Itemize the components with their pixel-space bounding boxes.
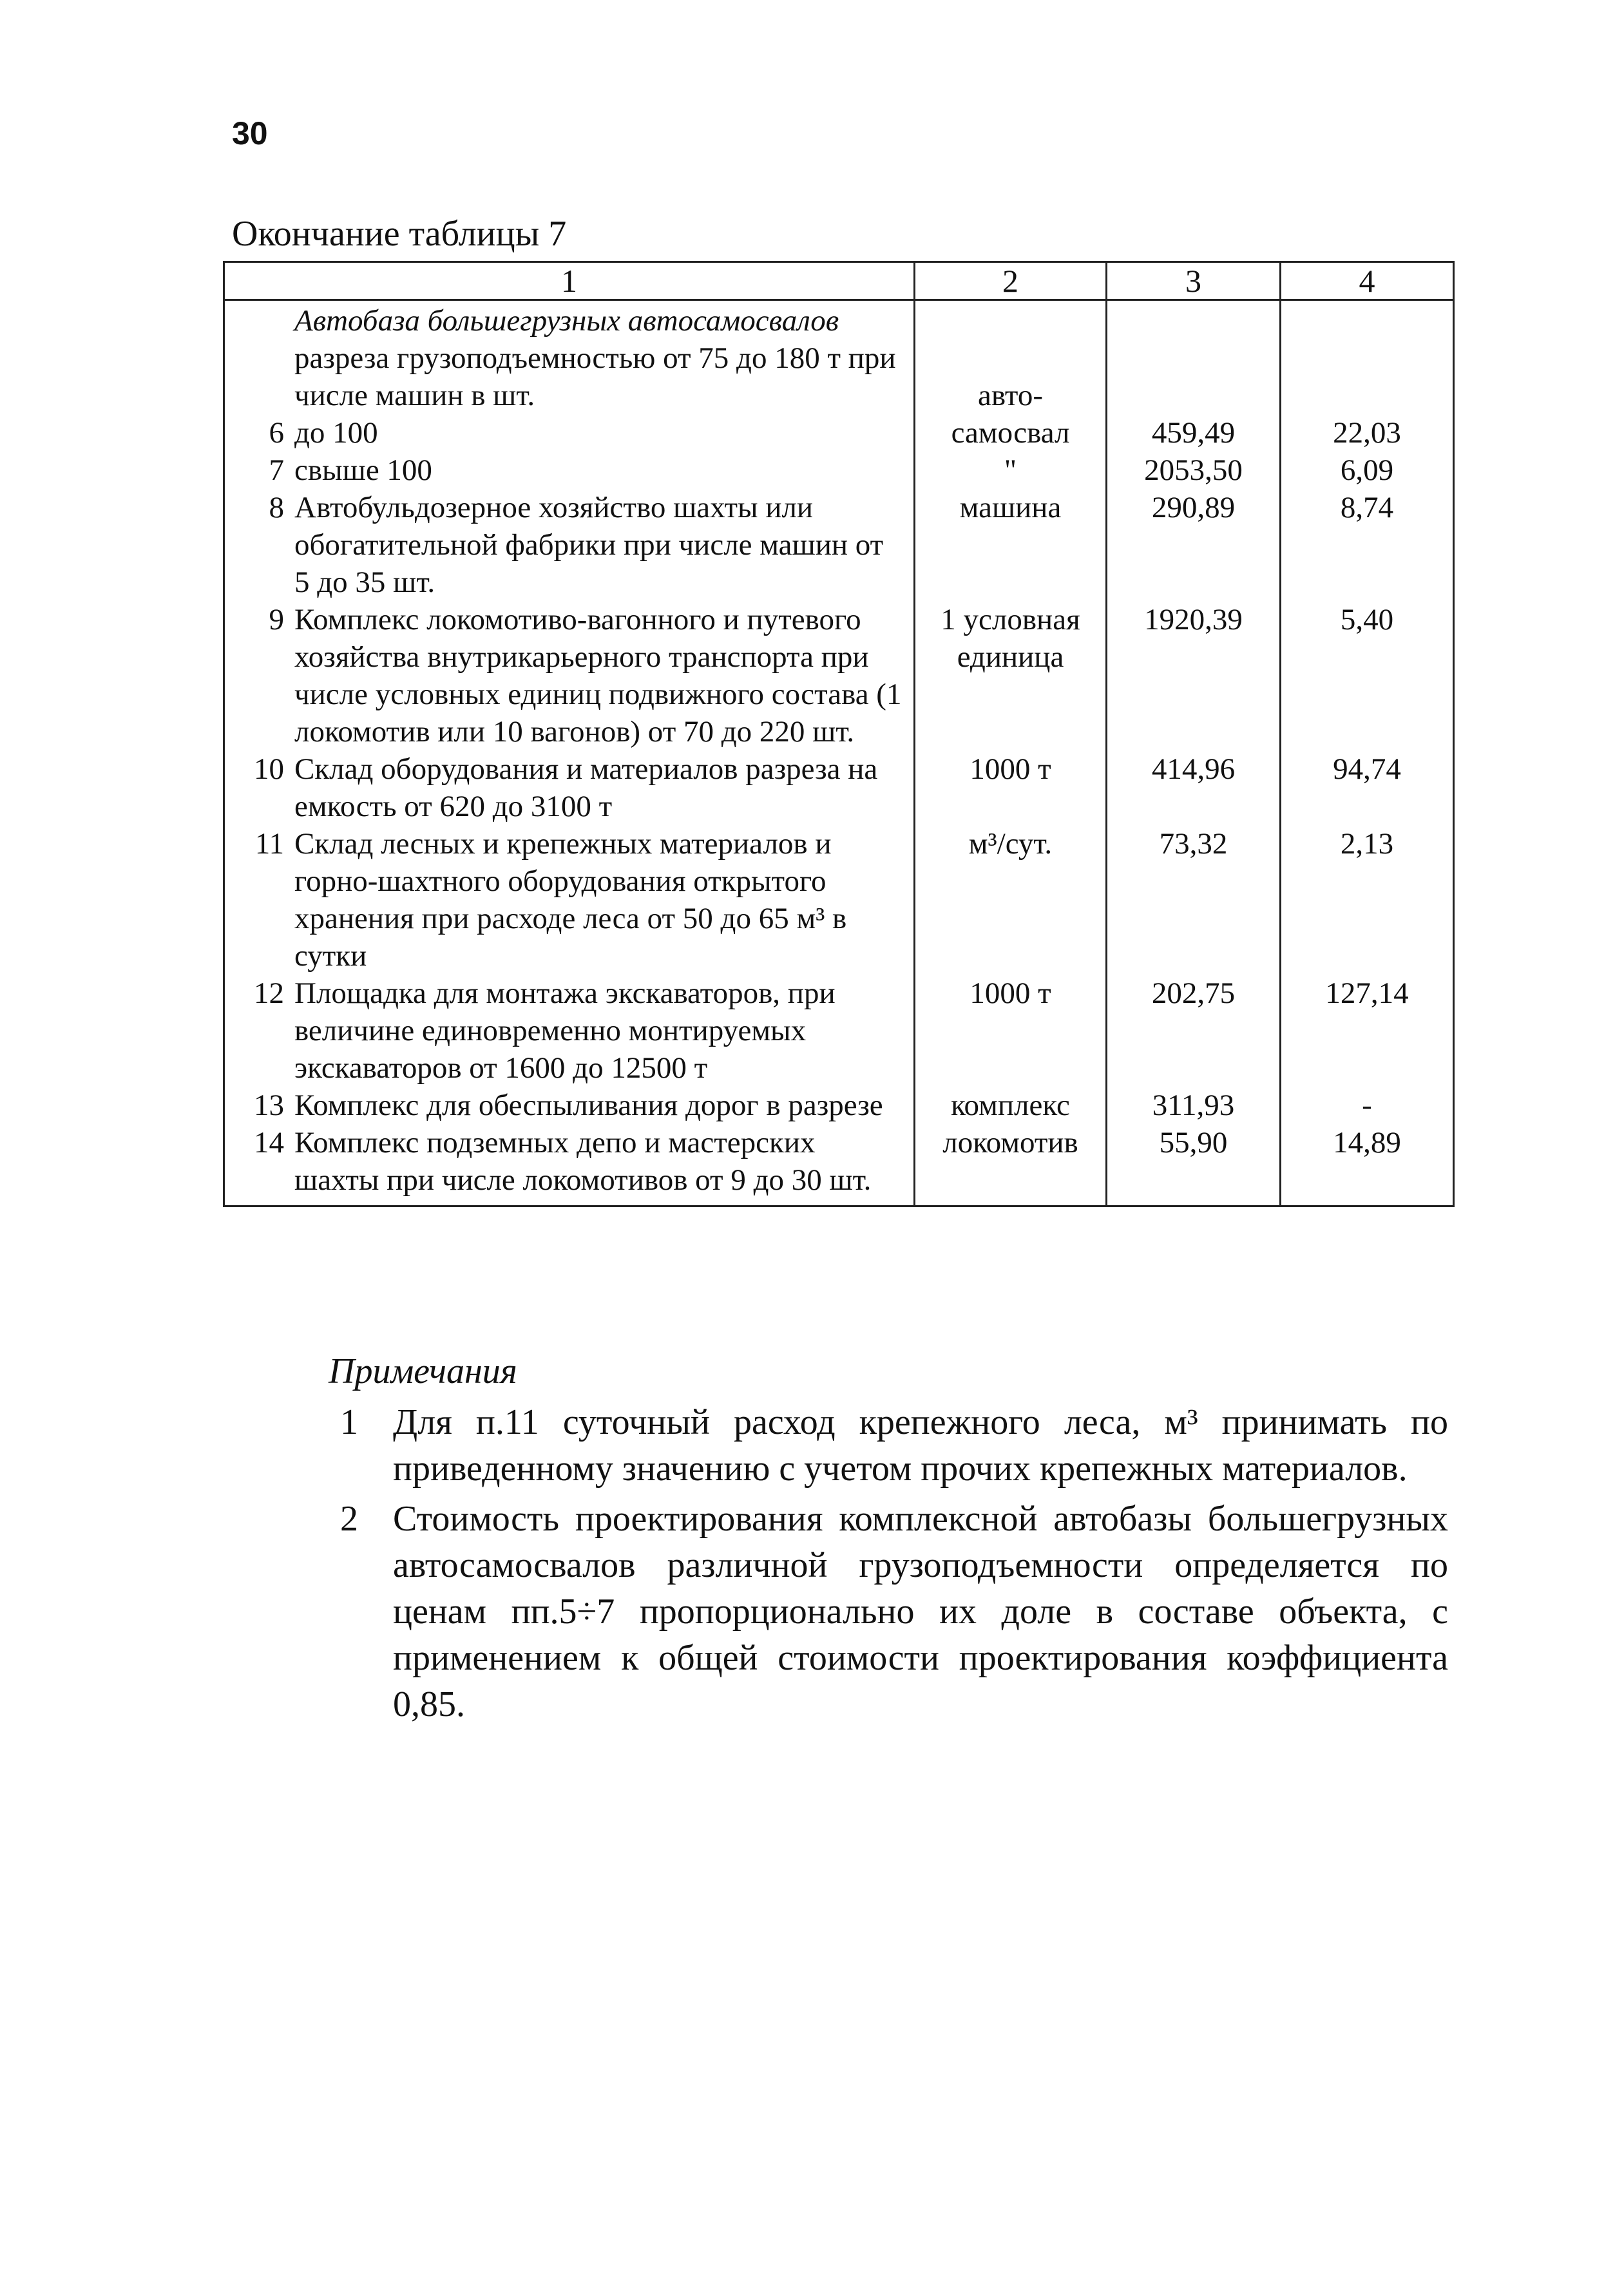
column-header: 3	[1107, 262, 1281, 300]
row-value-col4: 127,14	[1281, 975, 1454, 1087]
row-unit: 1000 т	[915, 975, 1107, 1087]
row-value-col3: 202,75	[1107, 975, 1281, 1087]
row-value-col3: 55,90	[1107, 1124, 1281, 1206]
column-header: 2	[915, 262, 1107, 300]
page-number: 30	[232, 115, 268, 151]
column-header: 4	[1281, 262, 1454, 300]
row-value-col4: 5,40	[1281, 601, 1454, 750]
row-number: 11	[254, 827, 284, 861]
row-unit: "	[915, 452, 1107, 489]
note-number: 1	[340, 1402, 358, 1442]
group-description: разреза грузоподъемностью от 75 до 180 т при числе машин в шт.	[294, 341, 896, 412]
row-number: 6	[269, 416, 284, 450]
row-description: Автобульдозерное хозяйство шахты или обогатительной фабрики при числе машин от 5 до 35 шт.	[294, 491, 884, 599]
row-value-col4: 6,09	[1281, 452, 1454, 489]
row-unit: самосвал	[951, 416, 1070, 450]
note-item	[329, 1496, 1456, 1728]
row-value-col4: 2,13	[1281, 825, 1454, 975]
row-number: 7	[269, 453, 284, 487]
notes-title: Примечания	[329, 1351, 517, 1391]
row-value-col3: 1920,39	[1107, 601, 1281, 750]
table-row	[224, 825, 1454, 975]
row-description: Комплекс подземных депо и мастерских шахты при числе локомотивов от 9 до 30 шт.	[294, 1126, 872, 1197]
row-value-col3: 459,49	[1107, 414, 1281, 452]
table-row	[224, 1087, 1454, 1124]
row-description: свыше 100	[294, 453, 432, 487]
table-row	[224, 750, 1454, 825]
row-number: 10	[254, 752, 284, 786]
table-row	[224, 489, 1454, 601]
row-description: до 100	[294, 416, 378, 450]
row-unit: 1000 т	[915, 750, 1107, 825]
row-description: Площадка для монтажа экскаваторов, при величине единовременно монтируемых экскаваторов от 1600 до 12500 т	[294, 977, 836, 1085]
row-value-col4: -	[1281, 1087, 1454, 1124]
row-description: Комплекс локомотиво-вагонного и путевого хозяйства внутрикарьерного транспорта при числе условных единиц подвижного состава (1 локомотив или 10 вагонов) от 70 до 220 шт.	[294, 603, 902, 748]
row-number: 9	[269, 603, 284, 636]
row-description: Склад оборудования и материалов разреза на емкость от 620 до 3100 т	[294, 752, 878, 823]
row-value-col3: 414,96	[1107, 750, 1281, 825]
row-value-col3: 290,89	[1107, 489, 1281, 601]
row-unit: м³/сут.	[915, 825, 1107, 975]
row-value-col3: 2053,50	[1107, 452, 1281, 489]
column-header: 1	[224, 262, 915, 300]
row-number: 8	[269, 491, 284, 524]
row-value-col3: 311,93	[1107, 1087, 1281, 1124]
table-caption: Окончание таблицы 7	[232, 214, 567, 254]
row-value-col4: 22,03	[1281, 414, 1454, 452]
table-header-row	[224, 262, 1454, 300]
group-title: Автобаза большегрузных автосамосвалов	[294, 304, 839, 338]
note-number: 2	[340, 1499, 358, 1539]
row-description: Склад лесных и крепежных материалов и горно-шахтного оборудования открытого хранения при расходе леса от 50 до 65 м³ в сутки	[294, 827, 847, 973]
note-text: Для п.11 суточный расход крепежного леса, м³ принимать по приведенному значению с учетом прочих крепежных материалов.	[393, 1402, 1448, 1489]
row-unit: комплекс	[915, 1087, 1107, 1124]
note-text: Стоимость проектирования комплексной автобазы большегрузных автосамосвалов различной грузоподъемности определяется по ценам пп.5÷7 пропорционально их доле в составе объекта, с применением к общей стоимости проектирования коэффициента 0,85.	[393, 1499, 1448, 1724]
row-number: 12	[254, 977, 284, 1010]
table-row	[224, 601, 1454, 750]
row-unit: авто-	[978, 379, 1043, 412]
price-table	[223, 261, 1455, 1207]
row-value-col4: 94,74	[1281, 750, 1454, 825]
row-number: 13	[254, 1089, 284, 1122]
table-row	[224, 1124, 1454, 1206]
row-unit: локомотив	[915, 1124, 1107, 1206]
table-row	[224, 452, 1454, 489]
table-group-row	[224, 300, 1454, 415]
row-unit: 1 условная единица	[915, 601, 1107, 750]
table-row	[224, 975, 1454, 1087]
row-unit: машина	[915, 489, 1107, 601]
row-description: Комплекс для обеспыливания дорог в разрезе	[294, 1089, 883, 1122]
row-value-col4: 14,89	[1281, 1124, 1454, 1206]
table-row	[224, 414, 1454, 452]
row-value-col3: 73,32	[1107, 825, 1281, 975]
note-item	[329, 1399, 1456, 1492]
notes-section	[329, 1348, 1456, 1728]
row-number: 14	[254, 1126, 284, 1159]
row-value-col4: 8,74	[1281, 489, 1454, 601]
